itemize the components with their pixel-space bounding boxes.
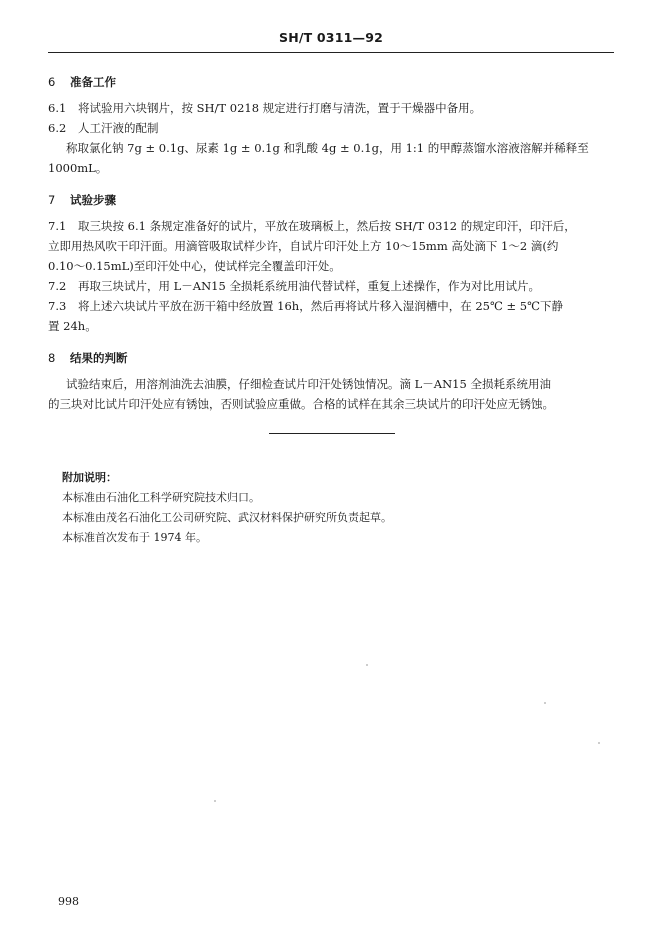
section-8-title: 结果的判断 <box>70 351 128 365</box>
section-8-number: 8 <box>48 351 56 365</box>
additional-notes <box>62 468 602 548</box>
scan-speck <box>544 702 546 704</box>
clause-6-1 <box>48 98 614 118</box>
clause-6-1-text: 将试验用六块钢片，按 SH/T 0218 规定进行打磨与清洗，置于干燥器中备用。 <box>78 101 482 115</box>
clause-7-3-line-2: 置 24h。 <box>48 319 97 333</box>
section-7-heading <box>48 190 614 210</box>
scan-speck <box>598 742 600 744</box>
clause-7-3-line-1: 将上述六块试片平放在沥干箱中经放置 16h，然后再将试片移入湿润槽中，在 25℃ ± 5℃下静 <box>78 299 563 313</box>
notes-line-3: 本标准首次发布于 1974 年。 <box>62 531 207 544</box>
scan-speck <box>366 664 368 666</box>
clause-7-2-text: 再取三块试片，用 L－AN15 全损耗系统用油代替试样，重复上述操作，作为对比用试片。 <box>78 279 540 293</box>
section-6-heading <box>48 72 614 92</box>
section-6-number: 6 <box>48 75 56 89</box>
notes-title: 附加说明： <box>62 471 117 484</box>
section-8-line-1: 试验结束后，用溶剂油洗去油膜，仔细检查试片印汗处锈蚀情况。滴 L－AN15 全损耗系统用油 <box>66 377 551 391</box>
section-8-line-2: 的三块对比试片印汗处应有锈蚀，否则试验应重做。合格的试样在其余三块试片的印汗处应无锈蚀。 <box>48 397 554 411</box>
header-rule <box>48 52 614 53</box>
section-6-title: 准备工作 <box>70 75 116 89</box>
clause-6-2-number: 6.2 <box>48 121 67 135</box>
clause-7-1-line-2: 立即用热风吹干印汗面。用滴管吸取试样少许，自试片印汗处上方 10～15mm 高处滴下 1～2 滴(约 <box>48 239 559 253</box>
clause-7-3-number: 7.3 <box>48 299 67 313</box>
notes-line-1: 本标准由石油化工科学研究院技术归口。 <box>62 491 260 504</box>
clause-7-1-number: 7.1 <box>48 219 67 233</box>
clause-6-2-line-1: 称取氯化钠 7g ± 0.1g、尿素 1g ± 0.1g 和乳酸 4g ± 0.1g，用 1:1 的甲醇蒸馏水溶液溶解并稀释至 <box>66 141 589 155</box>
section-7-title: 试验步骤 <box>70 193 116 207</box>
clause-7-1-line-3: 0.10～0.15mL)至印汗处中心，使试样完全覆盖印汗处。 <box>48 259 341 273</box>
clause-7-2 <box>48 276 614 296</box>
section-8-heading <box>48 348 614 368</box>
standard-code-header: SH/T 0311—92 <box>279 30 383 45</box>
notes-line-2: 本标准由茂名石油化工公司研究院、武汉材料保护研究所负责起草。 <box>62 511 392 524</box>
section-7-number: 7 <box>48 193 56 207</box>
end-divider <box>269 433 395 434</box>
clause-6-2-title: 人工汗液的配制 <box>78 121 159 135</box>
clause-6-1-number: 6.1 <box>48 101 67 115</box>
clause-7-2-number: 7.2 <box>48 279 67 293</box>
clause-7-3 <box>48 296 614 316</box>
clause-7-1-line-1: 取三块按 6.1 条规定准备好的试片，平放在玻璃板上，然后按 SH/T 0312 的规定印汗，印汗后， <box>78 219 576 233</box>
scan-speck <box>214 800 216 802</box>
main-content <box>48 72 614 414</box>
page-number: 998 <box>58 895 79 908</box>
clause-6-2-line-2: 1000mL。 <box>48 161 108 175</box>
clause-6-2 <box>48 118 614 138</box>
clause-7-1 <box>48 216 614 236</box>
